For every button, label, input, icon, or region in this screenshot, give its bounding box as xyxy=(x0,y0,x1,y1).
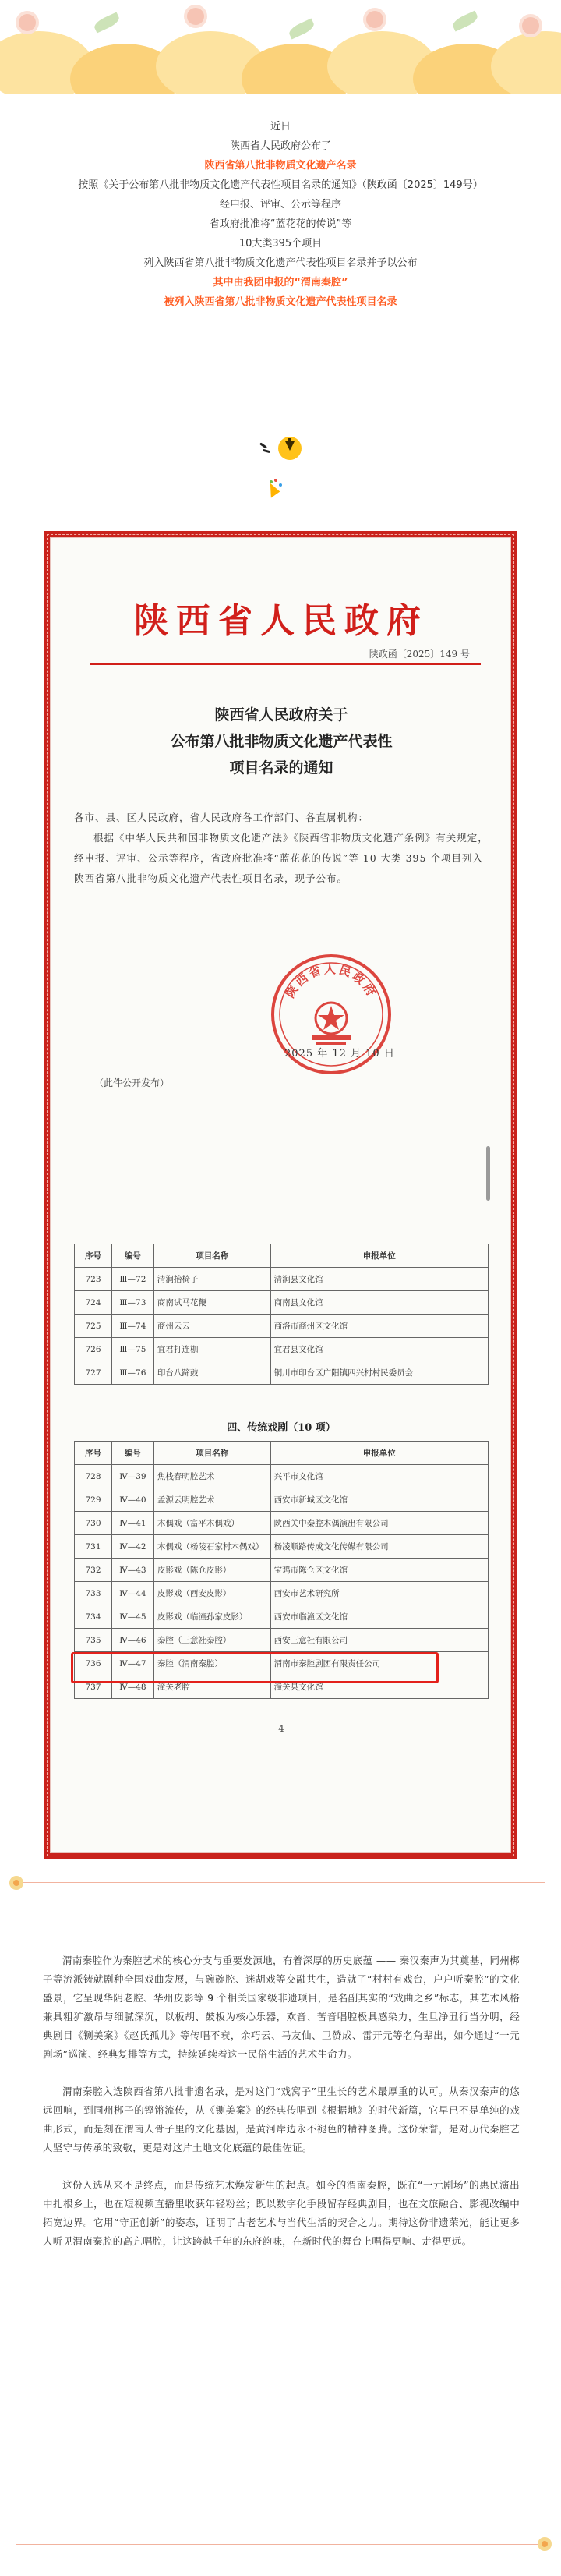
notice-title: 陕西省人民政府关于 公布第八批非物质文化遗产代表性 项目名录的通知 xyxy=(170,706,393,777)
down-arrow-decoration xyxy=(0,437,561,460)
column-header: 项目名称 xyxy=(153,1442,270,1465)
notice-addressee: 各市、县、区人民政府，省人民政府各工作部门、各直属机构： xyxy=(74,812,369,823)
essay-paragraph: 渭南秦腔作为秦腔艺术的核心分支与重要发源地，有着深厚的历史底蕴 —— 秦汉秦声为其奠基，同州梆子等流派铸就剧种全国戏曲发展，与碗碗腔、迷胡戏等交融共生，造就了“村村有戏台，户户听秦腔”的文化盛景，它呈现华阴老腔、华州皮影等 9 个相关国家级非遗项目，是名副其实的“戏曲之乡”标志，其艺术风格兼具粗犷激昂与细腻深沉，以板胡、鼓板为核心乐器，欢音、苦音唱腔极具感染力，生旦净丑行当分明，经典剧目《铡美案》《赵氏孤儿》等传唱不衰，余巧云、马友仙、卫赞成、雷开元等名角辈出，如今通过“一元剧场”巡演、经典复排等方式，持续延续着这一民俗生活的艺术生命力。 xyxy=(43,1955,520,2060)
table-row: 728 Ⅳ—39 焦栈春明腔艺术 兴平市文化馆 xyxy=(75,1465,489,1488)
corner-flower-icon xyxy=(538,2537,552,2551)
public-release-note: （此件公开发布） xyxy=(94,1077,170,1088)
highlight-box xyxy=(71,1652,439,1683)
red-divider-line xyxy=(90,663,481,665)
intro-line: 省政府批准将“蓝花花的传说”等 xyxy=(209,218,352,230)
intro-line: 10大类395个项目 xyxy=(238,238,323,249)
essay-text xyxy=(43,1951,520,2270)
page-number: — 4 — xyxy=(266,1723,297,1734)
top-decorative-banner xyxy=(0,0,561,94)
document-image-frame xyxy=(44,531,517,1859)
intro-line: 按照《关于公布第八批非物质文化遗产代表性项目名录的通知》（陕政函〔2025〕149号） xyxy=(78,179,483,191)
essay-card xyxy=(16,1882,545,2545)
column-header: 序号 xyxy=(75,1244,112,1268)
motion-lines-icon xyxy=(259,441,273,455)
column-header: 申报单位 xyxy=(270,1244,488,1268)
intro-line: 经申报、评审、公示等程序 xyxy=(219,199,341,211)
notice-paragraph: 根据《中华人民共和国非物质文化遗产法》《陕西省非物质文化遗产条例》有关规定，经申报、评审、公示等程序，省政府批准将“蓝花花的传说”等 10 大类 395 个项目列入陕西省第八批非物质文化遗产代表性项目名录，现予公布。 xyxy=(74,832,489,884)
section-title: 四、传统戏剧（10 项） xyxy=(227,1422,336,1434)
intro-line: 近日 xyxy=(270,121,291,133)
flower-icon xyxy=(19,14,36,31)
column-header: 项目名称 xyxy=(153,1244,270,1268)
table-row: 726 Ⅲ—75 宜君打连枷 宜君县文化馆 xyxy=(75,1338,489,1361)
intro-line: 陕西省人民政府公布了 xyxy=(229,140,331,152)
table-row: 731 Ⅳ—42 木偶戏（杨陵石家村木偶戏） 杨凌顺路传成文化传媒有限公司 xyxy=(75,1535,489,1559)
essay-paragraph: 渭南秦腔入选陕西省第八批非遗名录，是对这门“戏窝子”里生长的艺术最厚重的认可。从秦汉秦声的悠远回响，到同州梆子的铿锵流传，从《铡美案》的经典传唱到《根据地》的时代新篇，它早已不是单纯的戏曲形式，而是刻在渭南人骨子里的文化基因，是黄河岸边永不褪色的精神图腾。这份荣誉，是对历代秦腔艺人坚守与传承的致敬，更是对这片土地文化底蕴的最佳佐证。 xyxy=(43,2086,520,2153)
table-row: 727 Ⅲ—76 印台八蹄鼓 铜川市印台区广阳镇四兴村村民委员会 xyxy=(75,1361,489,1385)
table-row: 732 Ⅳ—43 皮影戏（陈仓皮影） 宝鸡市陈仓区文化馆 xyxy=(75,1559,489,1582)
table-row: 730 Ⅳ—41 木偶戏（富平木偶戏） 陕西关中秦腔木偶演出有限公司 xyxy=(75,1512,489,1535)
government-title: 陕西省人民政府 xyxy=(134,601,429,641)
intro-line: 列入陕西省第八批非物质文化遗产代表性项目名录并予以公布 xyxy=(143,257,418,269)
intro-highlight: 被列入陕西省第八批非物质文化遗产代表性项目名录 xyxy=(164,296,397,308)
notice-body xyxy=(74,808,489,889)
scroll-indicator xyxy=(486,1146,490,1201)
flower-icon xyxy=(522,17,539,34)
corner-flower-icon xyxy=(9,1876,23,1890)
notice-date: 2025 年 12 月 10 日 xyxy=(284,1048,395,1060)
svg-text:陕西省人民政府: 陕西省人民政府 xyxy=(283,962,379,1001)
intro-highlight: 陕西省第八批非物质文化遗产名录 xyxy=(204,160,357,172)
table-row: 723 Ⅲ—72 清涧抬椅子 清涧县文化馆 xyxy=(75,1268,489,1291)
table-row: 734 Ⅳ—45 皮影戏（临潼孙家皮影） 西安市临潼区文化馆 xyxy=(75,1605,489,1629)
column-header: 申报单位 xyxy=(270,1442,488,1465)
column-header: 序号 xyxy=(75,1442,112,1465)
flower-icon xyxy=(187,8,204,25)
table-row: 733 Ⅳ—44 皮影戏（西安皮影） 西安市艺术研究所 xyxy=(75,1582,489,1605)
table-row: 737 Ⅳ—48 潼关老腔 潼关县文化馆 xyxy=(75,1675,489,1699)
flower-icon xyxy=(366,11,383,28)
table-row-highlighted: 736 Ⅳ—47 秦腔（渭南秦腔） 渭南市秦腔剧团有限责任公司 xyxy=(75,1652,489,1675)
table-row: 729 Ⅳ—40 孟源云明腔艺术 西安市新城区文化馆 xyxy=(75,1488,489,1512)
table-row: 724 Ⅲ—73 商南试马花鞭 商南县文化馆 xyxy=(75,1291,489,1315)
essay-paragraph: 这份入选从来不是终点，而是传统艺术焕发新生的起点。如今的渭南秦腔，既在“一元剧场”的惠民演出中扎根乡土，也在短视频直播里收获年轻粉丝；既以数字化手段留存经典剧目，也在文旅融合、影视改编中拓宽边界。它用“守正创新”的姿态，证明了古老艺术与当代生活的契合之力。期待这份非遗荣光，能让更多人听见渭南秦腔的高亢唱腔，让这跨越千年的东府韵味，在新时代的舞台上唱得更响、走得更远。 xyxy=(43,2179,520,2247)
column-header: 编号 xyxy=(111,1244,153,1268)
document-page xyxy=(50,537,511,1853)
intro-text xyxy=(0,117,561,312)
table-row: 725 Ⅲ—74 商州云云 商洛市商州区文化馆 xyxy=(75,1315,489,1338)
down-arrow-icon xyxy=(278,437,302,460)
project-table-1 xyxy=(74,1244,489,1385)
document-reference-number: 陕政函〔2025〕149 号 xyxy=(369,649,470,660)
intro-highlight: 其中由我团申报的“渭南秦腔” xyxy=(213,277,348,288)
party-popper-icon xyxy=(263,479,282,497)
column-header: 编号 xyxy=(111,1442,153,1465)
table-row: 735 Ⅳ—46 秦腔（三意社秦腔） 西安三意社有限公司 xyxy=(75,1629,489,1652)
